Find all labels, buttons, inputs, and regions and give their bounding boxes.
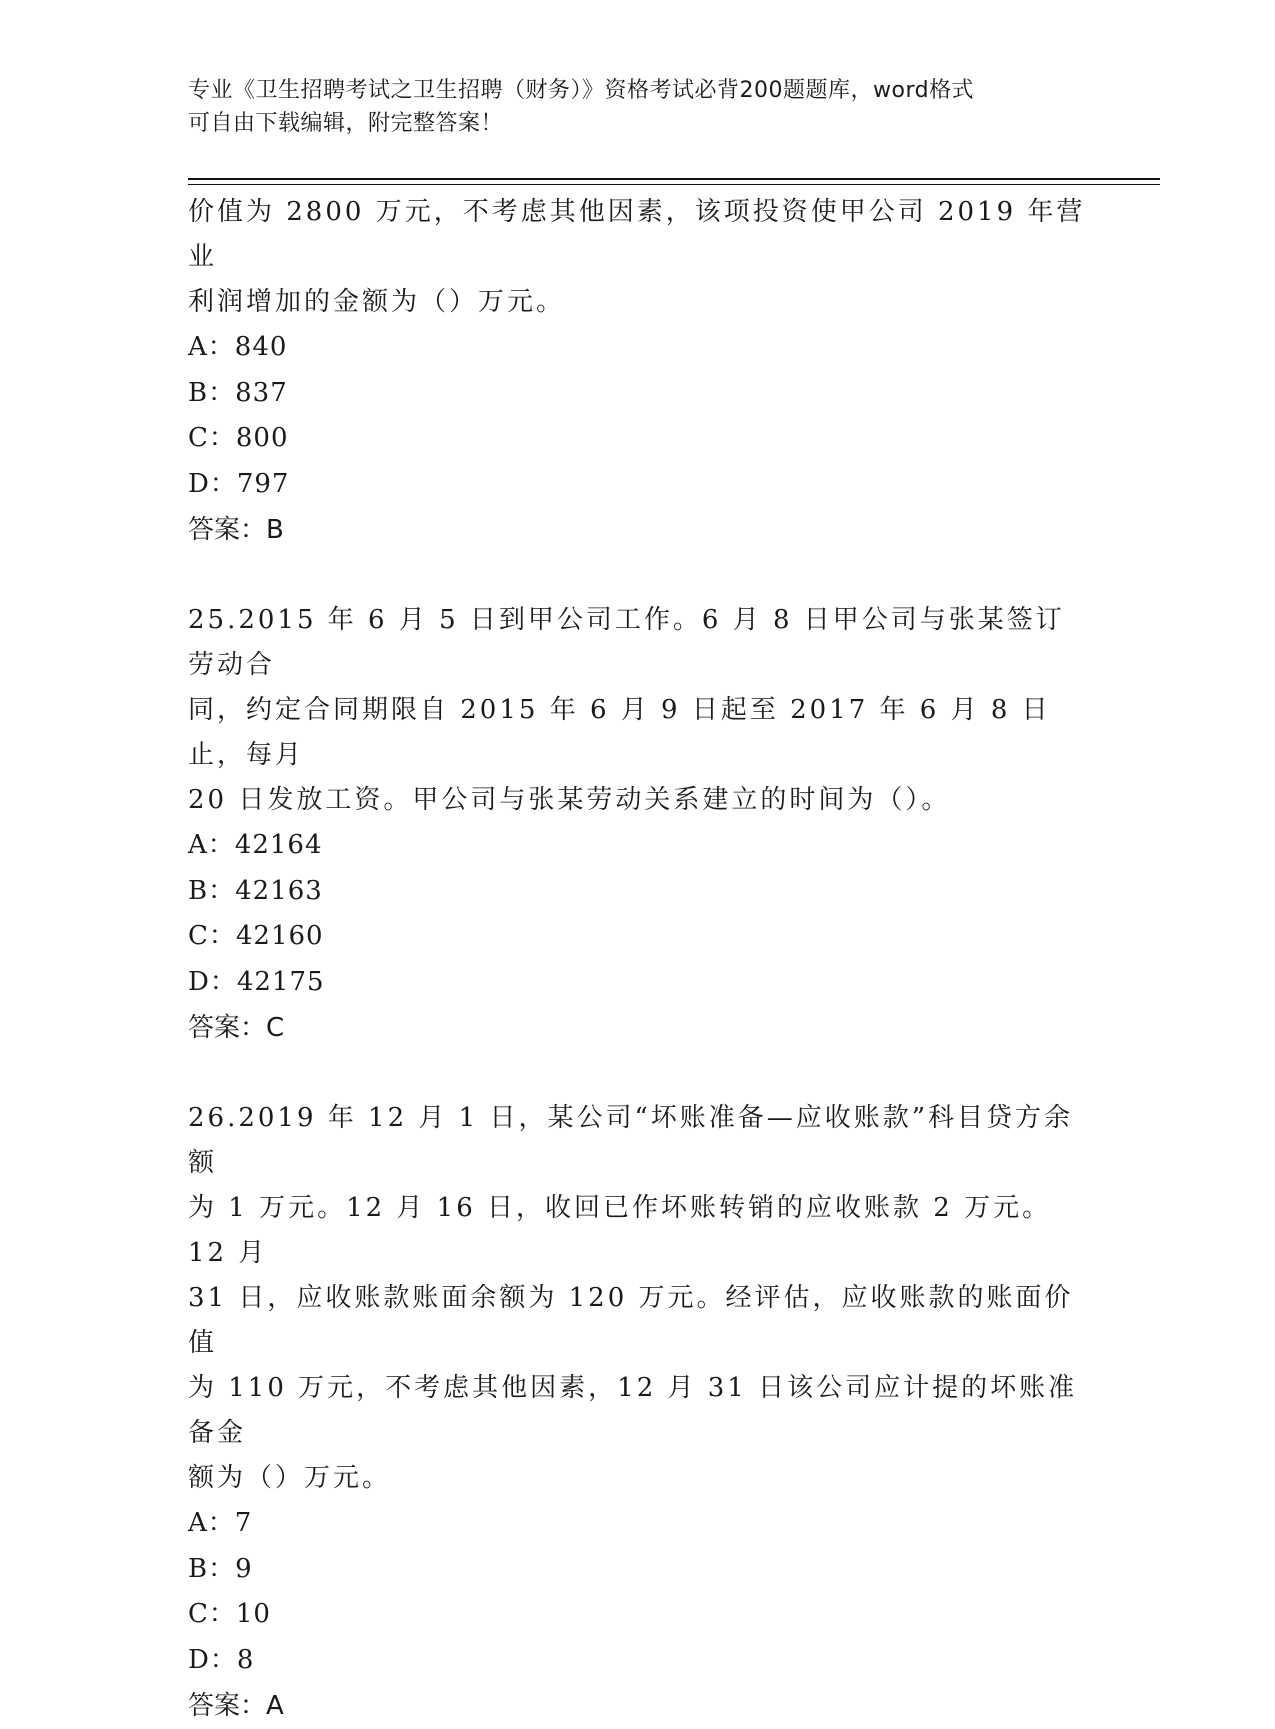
option-b: B：9 [188, 1553, 253, 1584]
question-block [188, 190, 1088, 553]
question-line: 31 日，应收账款账面余额为 120 万元。经评估，应收账款的账面价值 [188, 1283, 1074, 1358]
header-rule-thick [188, 178, 1160, 180]
question-line: 20 日发放工资。甲公司与张某劳动关系建立的时间为（）。 [188, 785, 951, 815]
spacer [188, 553, 1088, 598]
question-block [188, 1096, 1088, 1729]
option-d: D：797 [188, 468, 290, 499]
option-a: A：840 [188, 332, 288, 362]
question-block [188, 598, 1088, 1051]
option-a: A：42164 [188, 830, 323, 860]
question-list [188, 190, 1088, 1729]
question-line: 同，约定合同期限自 2015 年 6 月 9 日起至 2017 年 6 月 8 日止，每月 [188, 695, 1051, 770]
option-d: D：8 [188, 1644, 255, 1675]
question-line: 利润增加的金额为（）万元。 [188, 287, 566, 317]
answer-line: 答案：A [188, 1691, 284, 1721]
header-line-1: 专业《卫生招聘考试之卫生招聘（财务）》资格考试必背200题题库，word格式 [188, 78, 975, 103]
question-line: 25.2015 年 6 月 5 日到甲公司工作。6 月 8 日甲公司与张某签订劳动合 [188, 605, 1065, 680]
question-line: 为 1 万元。12 月 16 日，收回已作坏账转销的应收账款 2 万元。12 月 [188, 1193, 1052, 1268]
document-header [188, 74, 1088, 140]
header-line-2: 可自由下载编辑，附完整答案！ [188, 111, 504, 136]
question-line: 26.2019 年 12 月 1 日，某公司“坏账准备—应收账款”科目贷方余额 [188, 1103, 1074, 1178]
option-c: C：42160 [188, 921, 324, 951]
question-line: 价值为 2800 万元，不考虑其他因素，该项投资使甲公司 2019 年营业 [188, 197, 1086, 272]
option-c: C：10 [188, 1599, 271, 1629]
option-c: C：800 [188, 423, 289, 453]
option-b: B：837 [188, 377, 288, 408]
answer-line: 答案：C [188, 1013, 285, 1043]
header-rule-thin [188, 184, 1160, 185]
question-line: 为 110 万元，不考虑其他因素，12 月 31 日该公司应计提的坏账准备金 [188, 1373, 1078, 1448]
option-a: A：7 [188, 1508, 253, 1538]
option-d: D：42175 [188, 966, 325, 997]
spacer [188, 1051, 1088, 1096]
option-b: B：42163 [188, 875, 323, 906]
question-line: 额为（）万元。 [188, 1463, 392, 1493]
answer-line: 答案：B [188, 515, 284, 545]
